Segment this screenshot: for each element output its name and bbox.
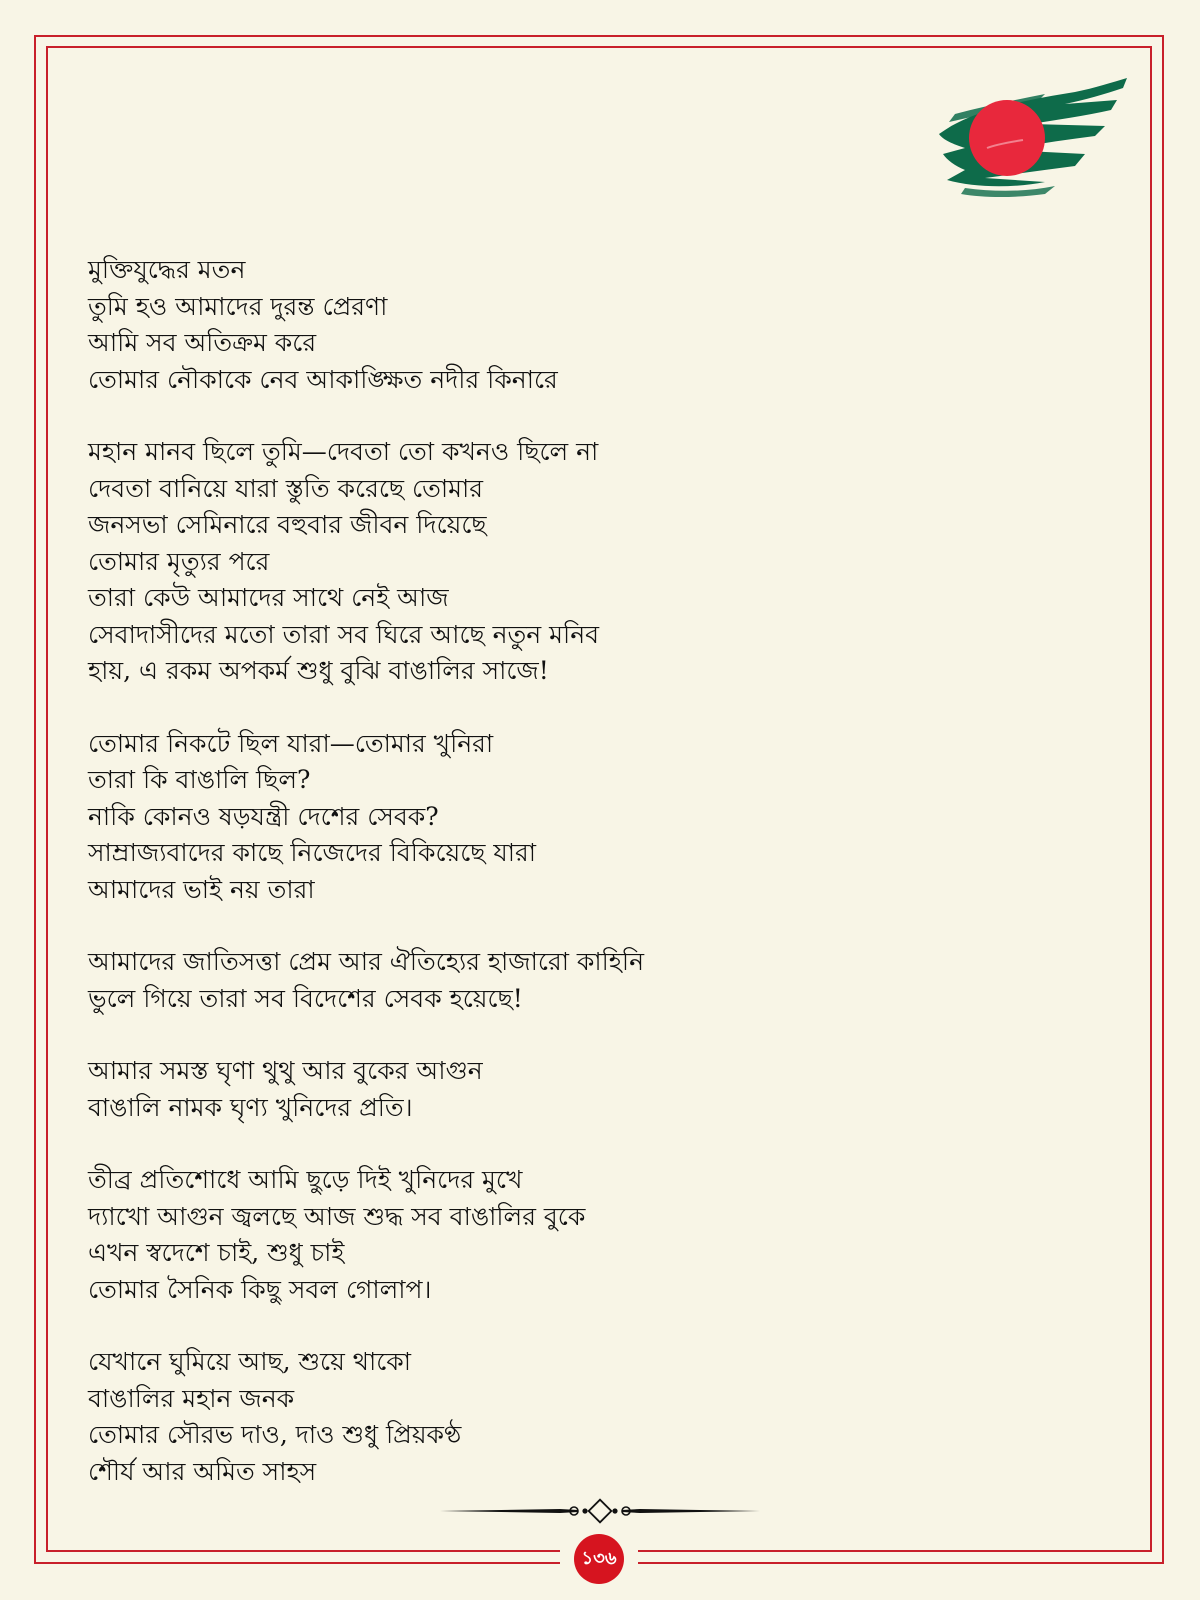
poem-line: যেখানে ঘুমিয়ে আছ, শুয়ে থাকো [88,1347,411,1376]
poem-line: তোমার মৃত্যুর পরে [88,546,270,576]
poem-line: ভুলে গিয়ে তারা সব বিদেশের সেবক হয়েছে! [88,983,523,1013]
poem-line: বাঙালির মহান জনক [88,1383,295,1413]
poem-line: তোমার সৈনিক কিছু সবল গোলাপ। [88,1274,432,1304]
stanza-7 [88,1344,988,1490]
poem-line: এখন স্বদেশে চাই, শুধু চাই [88,1238,345,1267]
poem-line: তুমি হও আমাদের দুরন্ত প্রেরণা [88,291,388,321]
poem-line: জনসভা সেমিনারে বহুবার জীবন দিয়েছে [88,510,487,539]
poem-line: আমাদের জাতিসত্তা প্রেম আর ঐতিহ্যের হাজারো কাহিনি [88,947,645,976]
stanza-3 [88,726,988,909]
stanza-6 [88,1162,988,1308]
poem-line: সেবাদাসীদের মতো তারা সব ঘিরে আছে নতুন মনিব [88,619,600,649]
poem-line: তোমার নৌকাকে নেব আকাঙ্ক্ষিত নদীর কিনারে [88,364,558,394]
page-number-badge: ১৩৬ [574,1534,624,1584]
poem-line: শৌর্য আর অমিত সাহস [88,1456,317,1486]
stanza-4 [88,944,988,1017]
poem-line: দেবতা বানিয়ে যারা স্তুতি করেছে তোমার [88,473,484,503]
stanza-1 [88,252,988,398]
stanza-5 [88,1053,988,1126]
bangladesh-flag-icon [935,70,1135,200]
poem-body [88,252,988,1526]
stanza-2 [88,434,988,690]
poem-line: দ্যাখো আগুন জ্বলছে আজ শুদ্ধ সব বাঙালির বুকে [88,1201,586,1231]
poem-line: আমার সমস্ত ঘৃণা থুথু আর বুকের আগুন [88,1056,483,1085]
poem-line: তারা কেউ আমাদের সাথে নেই আজ [88,583,449,612]
poem-line: হায়, এ রকম অপকর্ম শুধু বুঝি বাঙালির সাজে! [88,656,549,685]
poem-line: আমি সব অতিক্রম করে [88,328,317,357]
poem-line: তারা কি বাঙালি ছিল? [88,765,311,794]
poem-line: মহান মানব ছিলে তুমি—দেবতা তো কখনও ছিলে না [88,437,599,466]
poem-line: তীব্র প্রতিশোধে আমি ছুড়ে দিই খুনিদের মুখে [88,1165,523,1194]
divider-ornament-icon [440,1498,760,1524]
poem-line: মুক্তিযুদ্ধের মতন [88,255,246,284]
poem-line: তোমার নিকটে ছিল যারা—তোমার খুনিরা [88,728,494,758]
poem-line: আমাদের ভাই নয় তারা [88,874,315,904]
poem-line: সাম্রাজ্যবাদের কাছে নিজেদের বিকিয়েছে যারা [88,838,537,867]
poem-line: বাঙালি নামক ঘৃণ্য খুনিদের প্রতি। [88,1092,413,1122]
poem-line: নাকি কোনও ষড়যন্ত্রী দেশের সেবক? [88,801,439,831]
poem-line: তোমার সৌরভ দাও, দাও শুধু প্রিয়কণ্ঠ [88,1420,462,1449]
